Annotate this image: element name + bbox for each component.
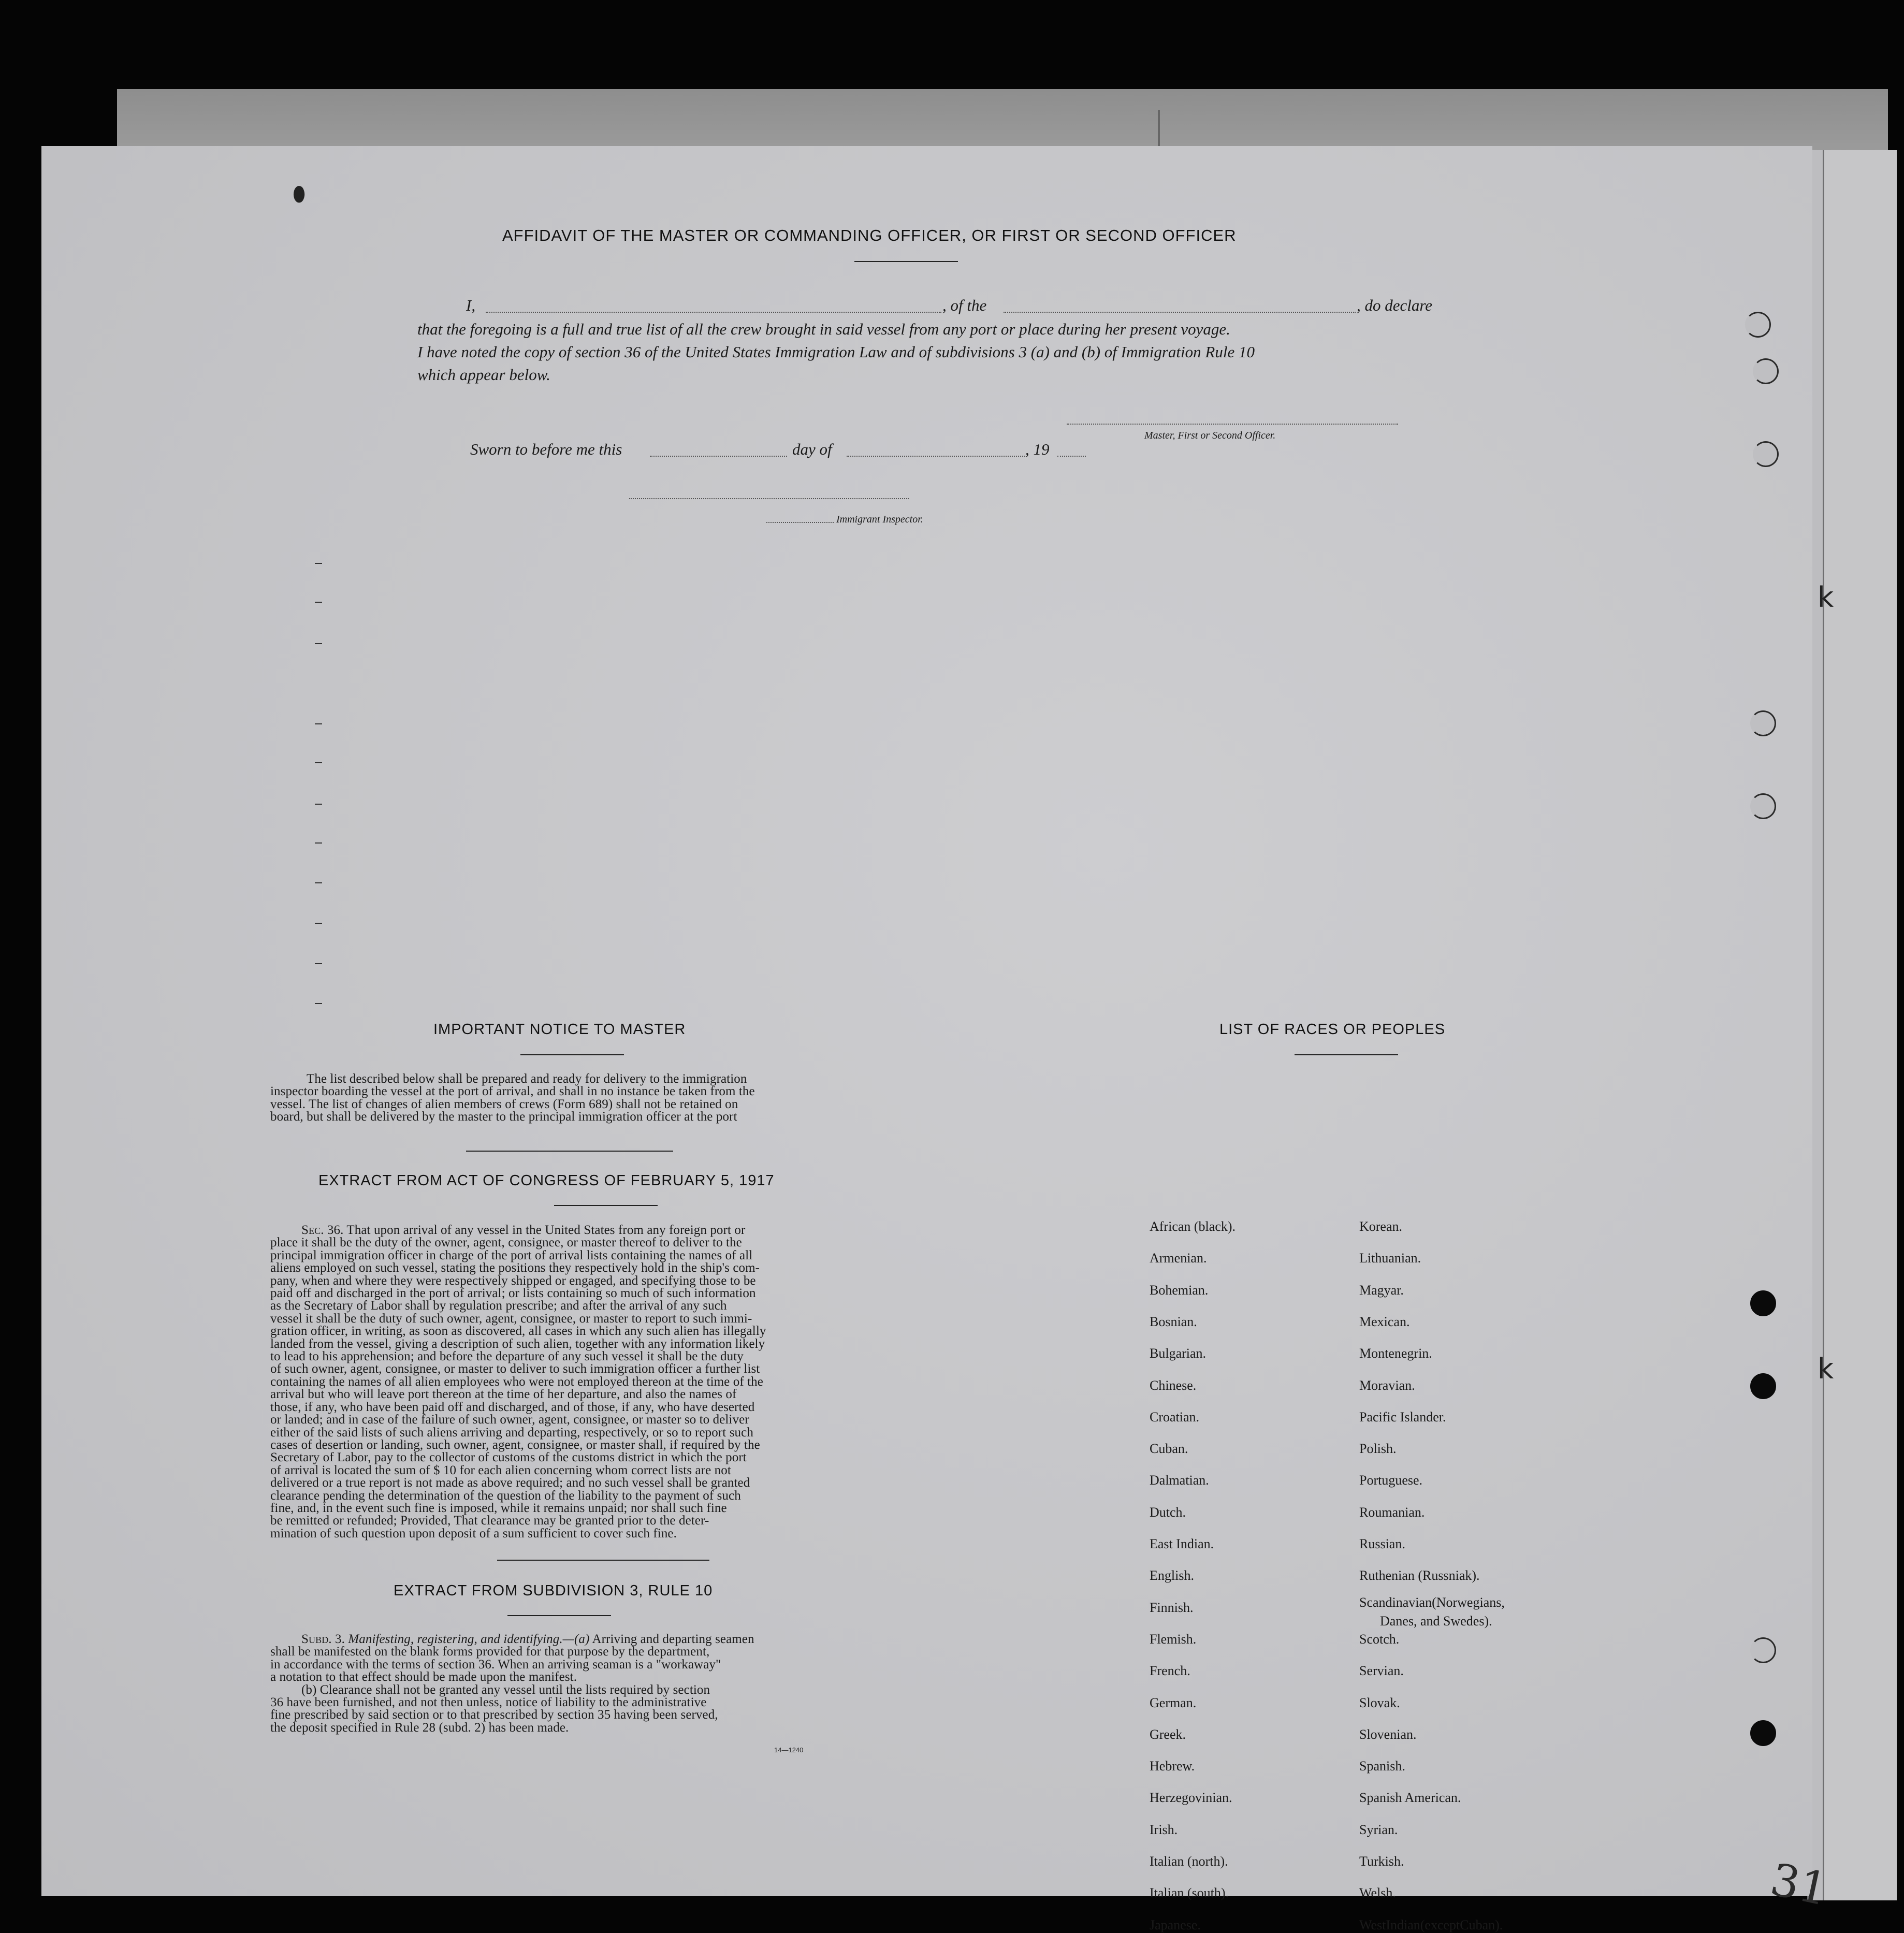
affidavit-line-3: I have noted the copy of section 36 of the United States Immigration Law and of subdivisions 3 (a) and (b) of Immigration Rule 10 [417,343,1255,361]
race-item: Turkish. [1359,1854,1404,1869]
race-item: Finnish. [1150,1600,1194,1615]
race-item: Lithuanian. [1359,1251,1421,1266]
race-item: African (black). [1150,1219,1236,1234]
notice-text [270,1073,912,1124]
race-item: Croatian. [1150,1409,1200,1425]
margin-dash [315,804,322,805]
act-line: gration officer, in writing, as soon as discovered, all cases in which any such alien has illegally [270,1324,766,1339]
act-line: be remitted or refunded; Provided, That clearance may be granted prior to the deter- [270,1514,709,1528]
race-item: Herzegovinian. [1150,1790,1232,1805]
act-line: aliens employed on such vessel, stating the positions they respectively hold in the ship's com- [270,1261,760,1275]
race-item: Pacific Islander. [1359,1409,1446,1425]
rule-extract-title: EXTRACT FROM SUBDIVISION 3, RULE 10 [394,1582,713,1599]
notice-title: IMPORTANT NOTICE TO MASTER [433,1021,686,1038]
race-item: Syrian. [1359,1822,1398,1837]
rule-line-text: Arriving and departing seamen [592,1632,754,1646]
race-item: Spanish. [1359,1758,1405,1774]
rule-line: a notation to that effect should be made upon the manifest. [270,1670,577,1684]
affidavit-declare-label: , do declare [1357,296,1433,314]
punch-hole [1750,710,1776,736]
act-line: containing the names of all alien employees who were not employed thereon at the time of the [270,1374,763,1389]
race-item: Armenian. [1150,1251,1207,1266]
act-line: principal immigration officer in charge of the port of arrival lists containing the names of all [270,1248,753,1262]
race-item: Korean. [1359,1219,1403,1234]
act-line: place it shall be the duty of the owner, agent, consignee, or master thereof to deliver to the [270,1236,742,1250]
affidavit-of-the-label: , of the [942,296,987,314]
subd-heading: Manifesting, registering, and identifying.—(a) [348,1632,590,1646]
race-item: Dalmatian. [1150,1473,1209,1488]
race-item: Magyar. [1359,1283,1404,1298]
race-item: Roumanian. [1359,1505,1425,1520]
race-item: Mexican. [1359,1314,1410,1329]
race-item: Slovenian. [1359,1727,1417,1742]
race-item: Polish. [1359,1441,1397,1456]
act-line: landed from the vessel, giving a description of such alien, together with any information likely [270,1336,765,1351]
act-divider [497,1560,709,1561]
margin-dash [315,923,322,924]
race-item: Danes, and Swedes). [1380,1614,1492,1629]
punch-hole [1750,793,1776,819]
margin-dash [315,1003,322,1004]
race-item: Greek. [1150,1727,1186,1742]
notice-divider [466,1151,673,1152]
margin-dash [315,842,322,844]
act-line: of such owner, agent, consignee, or master to deliver to such immigration officer a further list [270,1362,760,1376]
race-item: Montenegrin. [1359,1346,1432,1361]
rule-line [270,1633,912,1646]
punch-hole [1750,1637,1776,1663]
rule-line: in accordance with the terms of section 36. When an arriving seaman is a "workaway" [270,1657,721,1672]
race-item: Welsh. [1359,1885,1396,1900]
margin-dash [315,882,322,883]
affidavit-line-4: which appear below. [417,366,550,384]
race-item: Scotch. [1359,1632,1400,1647]
notice-line: board, but shall be delivered by the master to the principal immigration officer at the port [270,1110,737,1124]
rule-line: 36 have been furnished, and not then unless, notice of liability to the administrative [270,1695,707,1710]
day-of-label: day of [792,440,832,458]
master-signature-field[interactable] [1067,424,1398,425]
punch-hole [1750,1373,1776,1399]
race-item: Irish. [1150,1822,1178,1837]
act-line: of arrival is located the sum of $ 10 for each alien concerning whom correct lists are not [270,1463,731,1477]
race-item: Bulgarian. [1150,1346,1207,1361]
inspector-lead-dots [766,522,834,523]
margin-dash [315,723,322,724]
margin-dash [315,963,322,964]
punch-hole [1745,312,1771,338]
notice-line: The list described below shall be prepared and ready for delivery to the immigration [307,1072,747,1086]
master-signature-label: Master, First or Second Officer. [1144,430,1276,441]
race-item: Italian (north). [1150,1854,1228,1869]
races-title-rule [1295,1054,1398,1055]
subd-label: Subd. 3. [301,1632,345,1646]
race-item: Russian. [1359,1536,1405,1551]
act-line: fine, and, in the event such fine is imposed, while it remains unpaid; nor shall such fine [270,1501,727,1515]
pen-mark: k [1818,581,1834,614]
act-line: either of the said lists of such aliens arriving and departing, respectively, or so to report such [270,1425,753,1440]
act-line: to lead to his apprehension; and before the departure of any such vessel it shall be the duty [270,1349,744,1364]
race-item: WestIndian(exceptCuban). [1359,1917,1503,1932]
race-item: Hebrew. [1150,1758,1195,1774]
race-item: Flemish. [1150,1632,1197,1647]
act-line: arrival but who will leave port thereon at the time of her departure, and also the names of [270,1387,737,1402]
race-item: Ruthenian (Russniak). [1359,1568,1480,1583]
master-name-field[interactable] [486,312,941,313]
punch-hole [1750,1720,1776,1746]
affidavit-line-2: that the foregoing is a full and true list of all the crew brought in said vessel from any port or place during her present voyage. [417,320,1230,338]
race-item: East Indian. [1150,1536,1214,1551]
act-line: as the Secretary of Labor shall by regulation prescribe; and after the arrival of any such [270,1299,727,1313]
race-item: Moravian. [1359,1378,1415,1393]
race-item: Japanese. [1150,1917,1201,1932]
act-line: Secretary of Labor, pay to the collector of customs of the customs district in which the port [270,1450,747,1465]
vessel-name-field[interactable] [1004,312,1356,313]
year-prefix: , 19 [1025,440,1050,458]
form-number: 14—1240 [774,1746,804,1754]
inspector-label: Immigrant Inspector. [836,514,923,525]
margin-dash [315,563,322,564]
inspector-signature-field[interactable] [629,498,909,499]
race-item: German. [1150,1695,1197,1710]
race-item: Bosnian. [1150,1314,1197,1329]
act-line [270,1224,912,1237]
sworn-day-field[interactable] [650,456,787,457]
act-extract-text [270,1224,912,1540]
punch-hole [1753,441,1779,467]
sec-label: Sec. 36. [301,1223,344,1237]
edge-page [1823,150,1897,1900]
act-extract-title: EXTRACT FROM ACT OF CONGRESS OF FEBRUARY 5, 1917 [318,1172,775,1189]
rule-line: shall be manifested on the blank forms provided for that purpose by the department, [270,1645,710,1659]
race-item: Italian (south). [1150,1885,1229,1900]
notice-title-rule [520,1054,624,1055]
rule-title-rule [507,1615,611,1616]
page-number: 31 [1766,1853,1833,1916]
sworn-label: Sworn to before me this [470,440,622,458]
sworn-month-field[interactable] [847,456,1025,457]
race-item: Cuban. [1150,1441,1188,1456]
act-line: mination of such question upon deposit of a sum sufficient to cover such fine. [270,1526,677,1540]
ink-mark: ⬮ [293,182,306,206]
race-item: Dutch. [1150,1505,1186,1520]
margin-dash [315,762,322,763]
act-line: pany, when and where they were respectively shipped or engaged, and specifying those to be [270,1273,756,1288]
races-title: LIST OF RACES OR PEOPLES [1219,1021,1446,1038]
race-item: Slovak. [1359,1695,1400,1710]
affidavit-i-label: I, [466,296,476,314]
title-rule [854,261,958,262]
act-line: delivered or a true report is not made as above required; and no such vessel shall be granted [270,1476,750,1490]
act-line: cases of desertion or landing, such owner, agent, consignee, or master shall, if required by the [270,1437,760,1452]
race-item: English. [1150,1568,1194,1583]
margin-dash [315,602,322,603]
act-line: vessel it shall be the duty of such owner, agent, consignee, or master to report to such immi- [270,1311,752,1326]
rule-line: (b) Clearance shall not be granted any vessel until the lists required by section [301,1682,710,1697]
affidavit-title: AFFIDAVIT OF THE MASTER OR COMMANDING OFFICER, OR FIRST OR SECOND OFFICER [502,226,1237,244]
rule-extract-text [270,1633,912,1734]
race-item: Servian. [1359,1663,1404,1678]
punch-hole [1753,358,1779,384]
punch-hole [1750,1290,1776,1316]
act-line: clearance pending the determination of the question of the liability to the payment of such [270,1488,741,1503]
race-item: Bohemian. [1150,1283,1209,1298]
act-title-rule [554,1205,658,1206]
act-line-text: That upon arrival of any vessel in the United States from any foreign port or [346,1223,746,1237]
race-item: Portuguese. [1359,1473,1423,1488]
margin-dash [315,643,322,644]
race-item: Spanish American. [1359,1790,1461,1805]
notice-line: vessel. The list of changes of alien members of crews (Form 689) shall not be retained on [270,1097,738,1111]
sworn-year-field[interactable] [1057,456,1086,457]
rule-line: the deposit specified in Rule 28 (subd. 2) has been made. [270,1720,569,1735]
act-line: paid off and discharged in the port of arrival; or lists containing so much of such information [270,1286,756,1301]
act-line: those, if any, who have been paid off and discharged, and of those, if any, who have deserted [270,1400,755,1414]
race-item: Scandinavian(Norwegians, [1359,1595,1505,1610]
race-item: French. [1150,1663,1190,1678]
race-item: Chinese. [1150,1378,1197,1393]
rule-line: fine prescribed by said section or to that prescribed by section 35 having been served, [270,1708,718,1722]
pen-mark: k [1818,1353,1834,1385]
notice-line: inspector boarding the vessel at the port of arrival, and shall in no instance be taken from the [270,1084,755,1099]
act-line: or landed; and in case of the failure of such owner, agent, consignee, or master so to deliver [270,1413,749,1427]
